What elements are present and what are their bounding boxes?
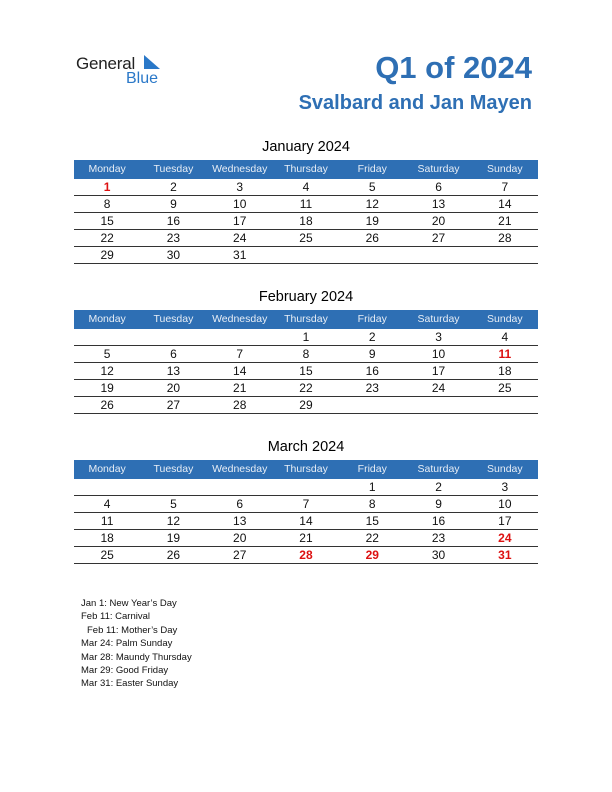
month-calendar-january [74, 138, 538, 264]
logo-word-general: General [76, 54, 136, 73]
day-cell: 8 [103, 197, 111, 211]
day-cell: 15 [100, 214, 114, 228]
day-cell: 22 [100, 231, 114, 245]
day-cell: 28 [299, 548, 313, 562]
day-cell: 8 [302, 347, 310, 361]
weekday-label: Thursday [284, 163, 328, 175]
day-cell: 14 [498, 197, 512, 211]
holiday-item: Mar 29: Good Friday [81, 664, 169, 676]
day-cell: 29 [365, 548, 379, 562]
day-cell: 14 [299, 514, 313, 528]
week-row [74, 179, 538, 196]
day-cell: 18 [100, 531, 114, 545]
weekday-label: Tuesday [153, 313, 194, 325]
day-cell: 6 [236, 497, 244, 511]
day-cell: 13 [431, 197, 446, 211]
weekday-label: Monday [88, 463, 126, 475]
day-cell: 8 [368, 497, 376, 511]
day-cell: 25 [299, 231, 313, 245]
day-cell: 1 [302, 330, 310, 344]
day-cell: 9 [170, 197, 177, 211]
day-cell: 10 [233, 197, 247, 211]
weekday-label: Tuesday [153, 163, 194, 175]
week-row [74, 247, 538, 264]
empty-day-cell [472, 247, 538, 263]
day-cell: 17 [431, 364, 446, 378]
holiday-item: Feb 11: Carnival [81, 611, 150, 623]
day-cell: 19 [365, 214, 379, 228]
week-row [74, 397, 538, 414]
day-cell: 2 [368, 330, 376, 344]
weekday-label: Wednesday [212, 463, 268, 475]
generalblue-logo [76, 52, 176, 88]
day-cell: 20 [233, 531, 247, 545]
week-row [74, 380, 538, 397]
month-title: February 2024 [258, 289, 354, 305]
day-cell: 10 [431, 347, 446, 361]
day-cell: 7 [302, 497, 310, 511]
month-weeks [74, 179, 538, 264]
day-cell: 5 [368, 180, 376, 194]
day-cell: 27 [233, 548, 247, 562]
day-cell: 12 [365, 197, 379, 211]
day-cell: 18 [299, 214, 313, 228]
day-cell: 28 [233, 398, 247, 412]
day-cell: 26 [100, 398, 114, 412]
empty-day-cell [472, 397, 538, 413]
empty-day-cell [273, 247, 339, 263]
day-cell: 31 [498, 548, 512, 562]
month-weeks [74, 329, 538, 414]
weekday-label: Sunday [487, 163, 523, 175]
weekday-label: Thursday [284, 313, 328, 325]
week-row [74, 496, 538, 513]
day-cell: 31 [233, 248, 247, 262]
day-cell: 29 [299, 398, 313, 412]
weekday-label: Monday [88, 313, 126, 325]
day-cell: 1 [368, 480, 376, 494]
day-cell: 30 [431, 548, 446, 562]
day-cell: 11 [100, 514, 114, 528]
holiday-item: Mar 28: Maundy Thursday [81, 651, 192, 663]
weekday-label: Saturday [417, 163, 460, 175]
week-row [74, 213, 538, 230]
day-cell: 13 [233, 514, 247, 528]
week-row [74, 230, 538, 247]
day-cell: 2 [170, 180, 177, 194]
day-cell: 19 [166, 531, 181, 545]
day-cell: 13 [166, 364, 181, 378]
month-calendar-february [74, 288, 538, 414]
day-cell: 23 [431, 531, 446, 545]
week-row [74, 530, 538, 547]
week-row [74, 513, 538, 530]
day-cell: 24 [233, 231, 247, 245]
holiday-item: Mar 31: Easter Sunday [81, 678, 179, 690]
day-cell: 20 [166, 381, 181, 395]
page-title: Q1 of 2024 [375, 50, 532, 85]
day-cell: 4 [103, 497, 111, 511]
day-cell: 24 [431, 381, 446, 395]
day-cell: 27 [431, 231, 446, 245]
day-cell: 19 [100, 381, 114, 395]
weekday-label: Monday [88, 163, 126, 175]
weekday-header [74, 160, 538, 179]
month-title: March 2024 [267, 439, 345, 455]
day-cell: 26 [166, 548, 181, 562]
logo-triangle-icon [144, 55, 160, 69]
month-calendar-march [74, 438, 538, 564]
day-cell: 1 [103, 180, 111, 194]
weekday-label: Saturday [417, 313, 460, 325]
weekday-header [74, 460, 538, 479]
day-cell: 6 [435, 180, 442, 194]
day-cell: 20 [431, 214, 446, 228]
day-cell: 14 [233, 364, 247, 378]
day-cell: 12 [100, 364, 114, 378]
day-cell: 25 [498, 381, 512, 395]
day-cell: 4 [501, 330, 509, 344]
week-row [74, 346, 538, 363]
empty-day-cell [339, 397, 405, 413]
empty-day-cell [405, 247, 471, 263]
weekday-label: Wednesday [212, 313, 268, 325]
day-cell: 25 [100, 548, 114, 562]
day-cell: 16 [431, 514, 446, 528]
day-cell: 7 [501, 180, 509, 194]
weekday-label: Friday [357, 163, 387, 175]
day-cell: 10 [498, 497, 512, 511]
day-cell: 6 [170, 347, 177, 361]
day-cell: 21 [299, 531, 313, 545]
day-cell: 30 [166, 248, 181, 262]
day-cell: 3 [435, 330, 442, 344]
day-cell: 29 [100, 248, 114, 262]
day-cell: 18 [498, 364, 512, 378]
page-subtitle: Svalbard and Jan Mayen [298, 92, 532, 114]
empty-day-cell [74, 329, 140, 345]
day-cell: 3 [236, 180, 244, 194]
day-cell: 28 [498, 231, 512, 245]
weekday-label: Saturday [417, 463, 460, 475]
week-row [74, 196, 538, 213]
day-cell: 21 [233, 381, 247, 395]
day-cell: 24 [498, 531, 512, 545]
holiday-list [81, 597, 192, 691]
day-cell: 7 [236, 347, 244, 361]
logo-word-blue: Blue [126, 70, 159, 87]
week-row [74, 547, 538, 564]
empty-day-cell [207, 479, 273, 495]
empty-day-cell [140, 329, 206, 345]
empty-day-cell [273, 479, 339, 495]
day-cell: 11 [299, 197, 313, 211]
empty-day-cell [74, 479, 140, 495]
day-cell: 22 [365, 531, 379, 545]
day-cell: 4 [302, 180, 310, 194]
day-cell: 11 [498, 347, 512, 361]
holiday-item: Jan 1: New Year’s Day [81, 598, 177, 609]
empty-day-cell [207, 329, 273, 345]
day-cell: 16 [365, 364, 379, 378]
empty-day-cell [339, 247, 405, 263]
day-cell: 26 [365, 231, 379, 245]
weekday-label: Friday [357, 463, 387, 475]
month-weeks [74, 479, 538, 564]
week-row [74, 363, 538, 380]
weekday-label: Sunday [487, 463, 523, 475]
day-cell: 9 [368, 347, 376, 361]
weekday-label: Tuesday [153, 463, 194, 475]
day-cell: 21 [498, 214, 512, 228]
day-cell: 5 [103, 347, 111, 361]
day-cell: 5 [170, 497, 177, 511]
day-cell: 27 [166, 398, 181, 412]
day-cell: 15 [365, 514, 379, 528]
day-cell: 17 [498, 514, 512, 528]
day-cell: 22 [299, 381, 313, 395]
weekday-label: Sunday [487, 313, 523, 325]
day-cell: 2 [435, 480, 442, 494]
day-cell: 3 [501, 480, 509, 494]
day-cell: 12 [166, 514, 181, 528]
day-cell: 15 [299, 364, 313, 378]
day-cell: 23 [166, 231, 181, 245]
empty-day-cell [405, 397, 471, 413]
weekday-label: Wednesday [212, 163, 268, 175]
week-row [74, 329, 538, 346]
day-cell: 23 [365, 381, 379, 395]
weekday-label: Friday [357, 313, 387, 325]
holiday-item: Mar 24: Palm Sunday [81, 638, 173, 650]
day-cell: 17 [233, 214, 247, 228]
month-title: January 2024 [262, 139, 350, 155]
week-row [74, 479, 538, 496]
day-cell: 16 [166, 214, 181, 228]
weekday-header [74, 310, 538, 329]
empty-day-cell [140, 479, 206, 495]
holiday-item: Feb 11: Mother’s Day [87, 624, 178, 636]
weekday-label: Thursday [284, 463, 328, 475]
day-cell: 9 [435, 497, 442, 511]
